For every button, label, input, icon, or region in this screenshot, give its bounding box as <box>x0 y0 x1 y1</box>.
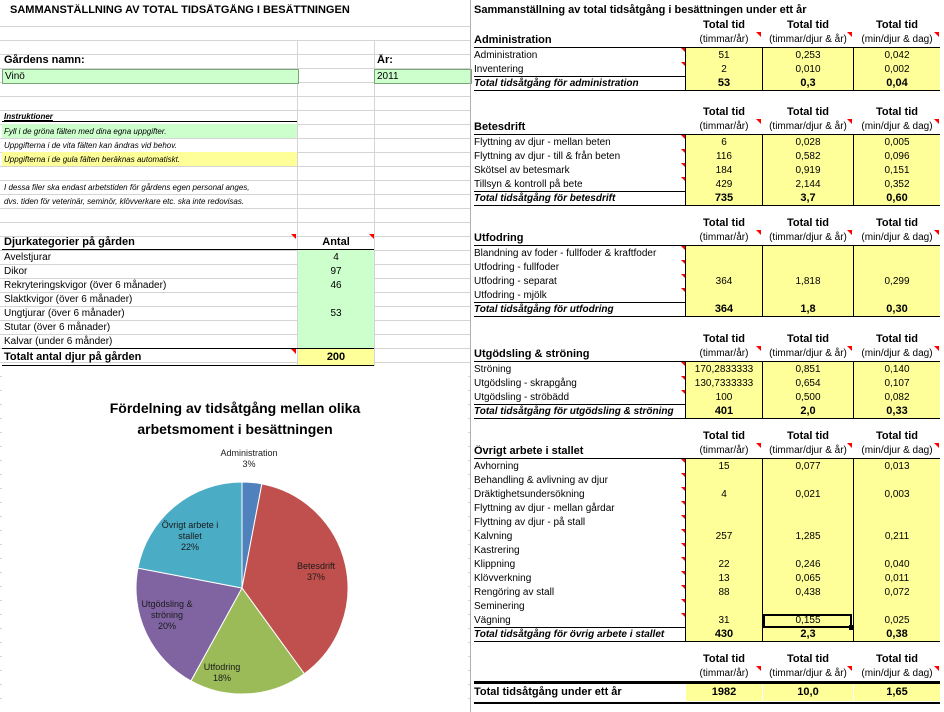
activity-label: Flyttning av djur - på stall <box>474 517 586 528</box>
comment-marker <box>934 32 939 37</box>
column-header: Total tid <box>703 653 745 665</box>
value-text: 0,065 <box>795 573 821 584</box>
activity-label: Ströning <box>474 364 512 375</box>
column-unit: (timmar/djur & år) <box>769 445 847 456</box>
activity-label: Flyttning av djur - mellan gårdar <box>474 503 615 514</box>
value-text: 0,151 <box>884 165 910 176</box>
instruction-yellow <box>2 152 297 166</box>
section-total-value: 0,3 <box>800 77 816 89</box>
comment-marker <box>756 666 761 671</box>
value-text: 0,438 <box>795 587 821 598</box>
activity-label: Kalvning <box>474 531 513 542</box>
section-total-value: 3,7 <box>800 192 816 204</box>
comment-marker <box>291 234 296 239</box>
column-border <box>685 459 686 642</box>
grid-line <box>0 96 470 97</box>
column-header: Total tid <box>876 106 918 118</box>
value-text: 4 <box>721 489 727 500</box>
value-text: 51 <box>718 50 730 61</box>
value-text: 100 <box>715 392 733 403</box>
year-label: År: <box>377 54 393 66</box>
column-unit: (timmar/djur & år) <box>769 348 847 359</box>
animal-count-input[interactable]: 4 <box>333 252 339 263</box>
activity-label: Flyttning av djur - mellan beten <box>474 137 611 148</box>
value-cell <box>763 543 853 557</box>
summary-title: Sammanställning av total tidsåtgång i besättningen under ett år <box>474 4 807 16</box>
section-total-value: 0,04 <box>886 77 908 89</box>
column-unit: (min/djur & dag) <box>861 232 933 243</box>
value-text: 22 <box>718 559 730 570</box>
animal-name: Ungtjurar (över 6 månader) <box>4 308 125 319</box>
value-cell <box>686 473 762 487</box>
value-cell <box>686 288 762 302</box>
value-cell <box>686 246 762 260</box>
instruction-text: Uppgifterna i de gula fälten beräknas automatiskt. <box>4 155 181 164</box>
section-total-value: 0,33 <box>886 405 908 417</box>
column-unit: (min/djur & dag) <box>861 121 933 132</box>
activity-label: Kastrering <box>474 545 520 556</box>
year-value: 2011 <box>377 71 399 82</box>
value-text: 0,352 <box>884 179 910 190</box>
value-cell <box>763 260 853 274</box>
column-unit: (timmar/djur & år) <box>769 668 847 679</box>
value-text: 429 <box>715 179 733 190</box>
column-unit: (min/djur & dag) <box>861 34 933 45</box>
divider <box>474 90 940 91</box>
value-cell <box>854 473 940 487</box>
value-text: 0,107 <box>884 378 910 389</box>
column-header: Total tid <box>703 217 745 229</box>
comment-marker <box>934 346 939 351</box>
value-text: 0,253 <box>795 50 821 61</box>
comment-marker <box>847 666 852 671</box>
pie-chart-area[interactable] <box>2 366 468 712</box>
value-text: 364 <box>715 276 733 287</box>
pie-label-ovrigt: Övrigt arbete i stallet 22% <box>161 520 219 552</box>
activity-label: Vägning <box>474 615 511 626</box>
value-text: 13 <box>718 573 730 584</box>
value-text: 0,013 <box>884 461 910 472</box>
instructions-title: Instruktioner <box>4 112 53 121</box>
sheet-title: SAMMANSTÄLLNING AV TOTAL TIDSÅTGÅNG I BESÄTTNINGEN <box>10 4 350 16</box>
section-total-label: Total tidsåtgång för betesdrift <box>474 193 616 204</box>
comment-marker <box>369 234 374 239</box>
animal-name: Dikor <box>4 266 28 277</box>
column-header: Total tid <box>703 106 745 118</box>
column-unit: (timmar/år) <box>699 121 749 132</box>
section-total-value: 735 <box>714 192 734 204</box>
value-cell <box>763 288 853 302</box>
value-text: 31 <box>718 615 730 626</box>
value-text: 15 <box>718 461 730 472</box>
value-text: 116 <box>716 151 732 162</box>
value-text: 184 <box>715 165 733 176</box>
column-header: Total tid <box>876 653 918 665</box>
chart-title-line: Fördelning av tidsåtgång mellan olika <box>109 400 361 416</box>
value-text: 88 <box>718 587 730 598</box>
value-cell <box>763 246 853 260</box>
value-text: 0,654 <box>795 378 821 389</box>
column-header: Total tid <box>787 217 829 229</box>
pie-label-administration: Administration 3% <box>220 448 278 469</box>
value-text: 0,211 <box>884 531 910 542</box>
comment-marker <box>756 346 761 351</box>
divider <box>474 641 940 642</box>
activity-label: Inventering <box>474 64 524 75</box>
section-total-value: 2,3 <box>800 628 816 640</box>
animal-name: Slaktkvigor (över 6 månader) <box>4 294 133 305</box>
section-total-value: 0,30 <box>886 303 908 315</box>
activity-label: Skötsel av betesmark <box>474 165 570 176</box>
instruction-text: Fyll i de gröna fälten med dina egna uppgifter. <box>4 127 167 136</box>
section-total-value: 0,60 <box>886 192 908 204</box>
value-text: 0,002 <box>884 64 910 75</box>
divider <box>474 702 940 704</box>
comment-marker <box>847 346 852 351</box>
grid-line <box>0 222 470 223</box>
grid-line <box>0 26 470 27</box>
value-text: 0,140 <box>884 364 910 375</box>
column-header: Total tid <box>787 19 829 31</box>
section-total-value: 1,8 <box>800 303 816 315</box>
activity-label: Klövverkning <box>474 573 532 584</box>
column-header: Total tid <box>876 430 918 442</box>
value-cell <box>763 515 853 529</box>
value-text: 0,010 <box>795 64 821 75</box>
divider <box>474 205 940 206</box>
fill-handle[interactable] <box>849 625 854 630</box>
value-cell <box>854 543 940 557</box>
column-unit: (min/djur & dag) <box>861 348 933 359</box>
column-unit: (timmar/djur & år) <box>769 121 847 132</box>
divider <box>474 418 940 419</box>
grid-line <box>0 166 470 167</box>
activity-label: Utfodring - separat <box>474 276 557 287</box>
column-header: Total tid <box>787 653 829 665</box>
farm-name-input[interactable] <box>2 69 299 84</box>
column-unit: (min/djur & dag) <box>861 668 933 679</box>
section-title: Utfodring <box>474 232 524 244</box>
comment-marker <box>934 119 939 124</box>
value-text: 170,2833333 <box>694 364 754 375</box>
value-cell <box>763 501 853 515</box>
value-text: 6 <box>721 137 727 148</box>
column-unit: (timmar/djur & år) <box>769 34 847 45</box>
value-text: 0,582 <box>795 151 821 162</box>
value-text: 0,155 <box>795 615 821 626</box>
value-text: 0,500 <box>795 392 821 403</box>
column-header: Total tid <box>703 333 745 345</box>
column-header: Total tid <box>703 430 745 442</box>
pie-label-utfodring: Utfodring 18% <box>203 662 241 683</box>
value-cell <box>686 599 762 613</box>
pane-divider <box>470 0 471 712</box>
comment-marker <box>847 443 852 448</box>
activity-label: Flyttning av djur - till & från beten <box>474 151 621 162</box>
selected-cell[interactable] <box>763 614 852 628</box>
value-text: 130,7333333 <box>694 378 754 389</box>
value-text: 0,299 <box>884 276 910 287</box>
section-title: Övrigt arbete i stallet <box>474 445 584 457</box>
value-text: 0,011 <box>884 573 910 584</box>
instruction-green <box>2 124 297 138</box>
value-text: 0,021 <box>795 489 821 500</box>
value-cell <box>763 599 853 613</box>
pie-label-betesdrift: Betesdrift 37% <box>296 561 336 582</box>
note-line-1: I dessa filer ska endast arbetstiden för gårdens egen personal anges, <box>4 183 250 192</box>
instruction-white: Uppgifterna i de vita fälten kan ändras vid behov. <box>4 141 177 150</box>
value-cell <box>854 501 940 515</box>
section-total-value: 364 <box>714 303 734 315</box>
activity-label: Tillsyn & kontroll på bete <box>474 179 583 190</box>
total-animals-value: 200 <box>326 351 346 363</box>
value-text: 257 <box>715 531 733 542</box>
value-cell <box>686 543 762 557</box>
column-unit: (timmar/år) <box>699 232 749 243</box>
divider <box>474 682 940 684</box>
column-header: Total tid <box>876 333 918 345</box>
value-text: 1,285 <box>795 531 821 542</box>
value-cell <box>763 473 853 487</box>
farm-name-value: Vinö <box>5 71 25 82</box>
activity-label: Avhorning <box>474 461 519 472</box>
comment-marker <box>847 119 852 124</box>
comment-marker <box>934 666 939 671</box>
value-text: 0,040 <box>884 559 910 570</box>
comment-marker <box>847 230 852 235</box>
section-total-value: 0,38 <box>886 628 908 640</box>
grand-total-value: 1982 <box>711 686 737 698</box>
value-text: 2 <box>721 64 727 75</box>
activity-label: Rengöring av stall <box>474 587 555 598</box>
section-total-label: Total tidsåtgång för utgödsling & ströning <box>474 406 674 417</box>
value-text: 0,919 <box>795 165 821 176</box>
column-header: Total tid <box>787 106 829 118</box>
section-title: Administration <box>474 34 552 46</box>
activity-label: Utgödsling - skrapgång <box>474 378 577 389</box>
divider <box>474 316 940 317</box>
pie-label-utgodsling: Utgödsling & ströning 20% <box>141 599 193 631</box>
value-cell <box>686 260 762 274</box>
grand-total-value: 1,65 <box>886 686 908 698</box>
value-text: 0,072 <box>884 587 910 598</box>
activity-label: Klippning <box>474 559 516 570</box>
activity-label: Utfodring - fullfoder <box>474 262 560 273</box>
section-title: Betesdrift <box>474 121 526 133</box>
column-border <box>853 459 854 642</box>
comment-marker <box>756 443 761 448</box>
grand-total-value: 10,0 <box>797 686 819 698</box>
activity-label: Utgödsling - ströbädd <box>474 392 570 403</box>
comment-marker <box>847 32 852 37</box>
value-text: 0,851 <box>795 364 821 375</box>
column-unit: (timmar/år) <box>699 348 749 359</box>
comment-marker <box>756 119 761 124</box>
comment-marker <box>934 230 939 235</box>
pie-chart <box>2 366 468 712</box>
column-unit: (timmar/år) <box>699 34 749 45</box>
column-header: Total tid <box>787 430 829 442</box>
section-total-label: Total tidsåtgång för administration <box>474 78 639 89</box>
value-text: 0,028 <box>795 137 821 148</box>
section-total-value: 401 <box>714 405 734 417</box>
column-header: Total tid <box>876 19 918 31</box>
section-total-label: Total tidsåtgång för övrig arbete i stallet <box>474 629 665 640</box>
activity-label: Dräktighetsundersökning <box>474 489 585 500</box>
animal-name: Kalvar (under 6 månder) <box>4 336 113 347</box>
value-text: 0,082 <box>884 392 910 403</box>
total-animals-label: Totalt antal djur på gården <box>4 351 142 363</box>
animal-count-input[interactable]: 53 <box>330 308 342 319</box>
column-unit: (min/djur & dag) <box>861 445 933 456</box>
comment-marker <box>934 443 939 448</box>
value-text: 0,003 <box>884 489 910 500</box>
activity-label: Utfodring - mjölk <box>474 290 547 301</box>
activity-label: Blandning av foder - fullfoder & kraftfoder <box>474 248 657 259</box>
value-cell <box>854 288 940 302</box>
section-total-value: 53 <box>717 77 731 89</box>
value-text: 0,077 <box>795 461 821 472</box>
value-text: 0,005 <box>884 137 910 148</box>
animal-name: Avelstjurar <box>4 252 52 263</box>
value-text: 2,144 <box>795 179 821 190</box>
antal-header: Antal <box>322 236 350 248</box>
divider <box>2 121 297 122</box>
section-total-label: Total tidsåtgång för utfodring <box>474 304 614 315</box>
activity-label: Seminering <box>474 601 525 612</box>
animal-name: Rekryteringskvigor (över 6 månader) <box>4 280 167 291</box>
value-text: 1,818 <box>795 276 821 287</box>
value-cell <box>686 515 762 529</box>
column-unit: (timmar/år) <box>699 668 749 679</box>
value-text: 0,096 <box>884 151 910 162</box>
value-cell <box>854 260 940 274</box>
column-unit: (timmar/djur & år) <box>769 232 847 243</box>
grid-line <box>0 40 470 41</box>
animal-name: Stutar (över 6 månader) <box>4 322 111 333</box>
value-text: 0,042 <box>884 50 910 61</box>
note-line-2: dvs. tiden för veterinär, seminör, klövverkare etc. ska inte redovisas. <box>4 197 245 206</box>
value-text: 0,025 <box>884 615 910 626</box>
column-header: Total tid <box>876 217 918 229</box>
animals-header: Djurkategorier på gården <box>4 236 135 248</box>
value-cell <box>854 246 940 260</box>
section-total-value: 2,0 <box>800 405 816 417</box>
value-text: 0,246 <box>795 559 821 570</box>
value-cell <box>854 599 940 613</box>
grand-total-label: Total tidsåtgång under ett år <box>474 686 622 698</box>
column-header: Total tid <box>703 19 745 31</box>
activity-label: Administration <box>474 50 538 61</box>
farm-name-label: Gårdens namn: <box>4 54 85 66</box>
grid-line <box>374 40 375 366</box>
comment-marker <box>291 349 296 354</box>
column-header: Total tid <box>787 333 829 345</box>
section-title: Utgödsling & ströning <box>474 348 590 360</box>
chart-title-line: arbetsmoment i besättningen <box>137 421 333 437</box>
comment-marker <box>756 32 761 37</box>
animal-count-input[interactable]: 46 <box>330 280 342 291</box>
value-cell <box>686 501 762 515</box>
section-total-value: 430 <box>714 628 734 640</box>
value-cell <box>854 515 940 529</box>
grid-line <box>0 208 470 209</box>
year-input[interactable] <box>374 69 472 84</box>
animal-count-input[interactable]: 97 <box>330 266 342 277</box>
activity-label: Behandling & avlivning av djur <box>474 475 608 486</box>
comment-marker <box>756 230 761 235</box>
column-unit: (timmar/år) <box>699 445 749 456</box>
